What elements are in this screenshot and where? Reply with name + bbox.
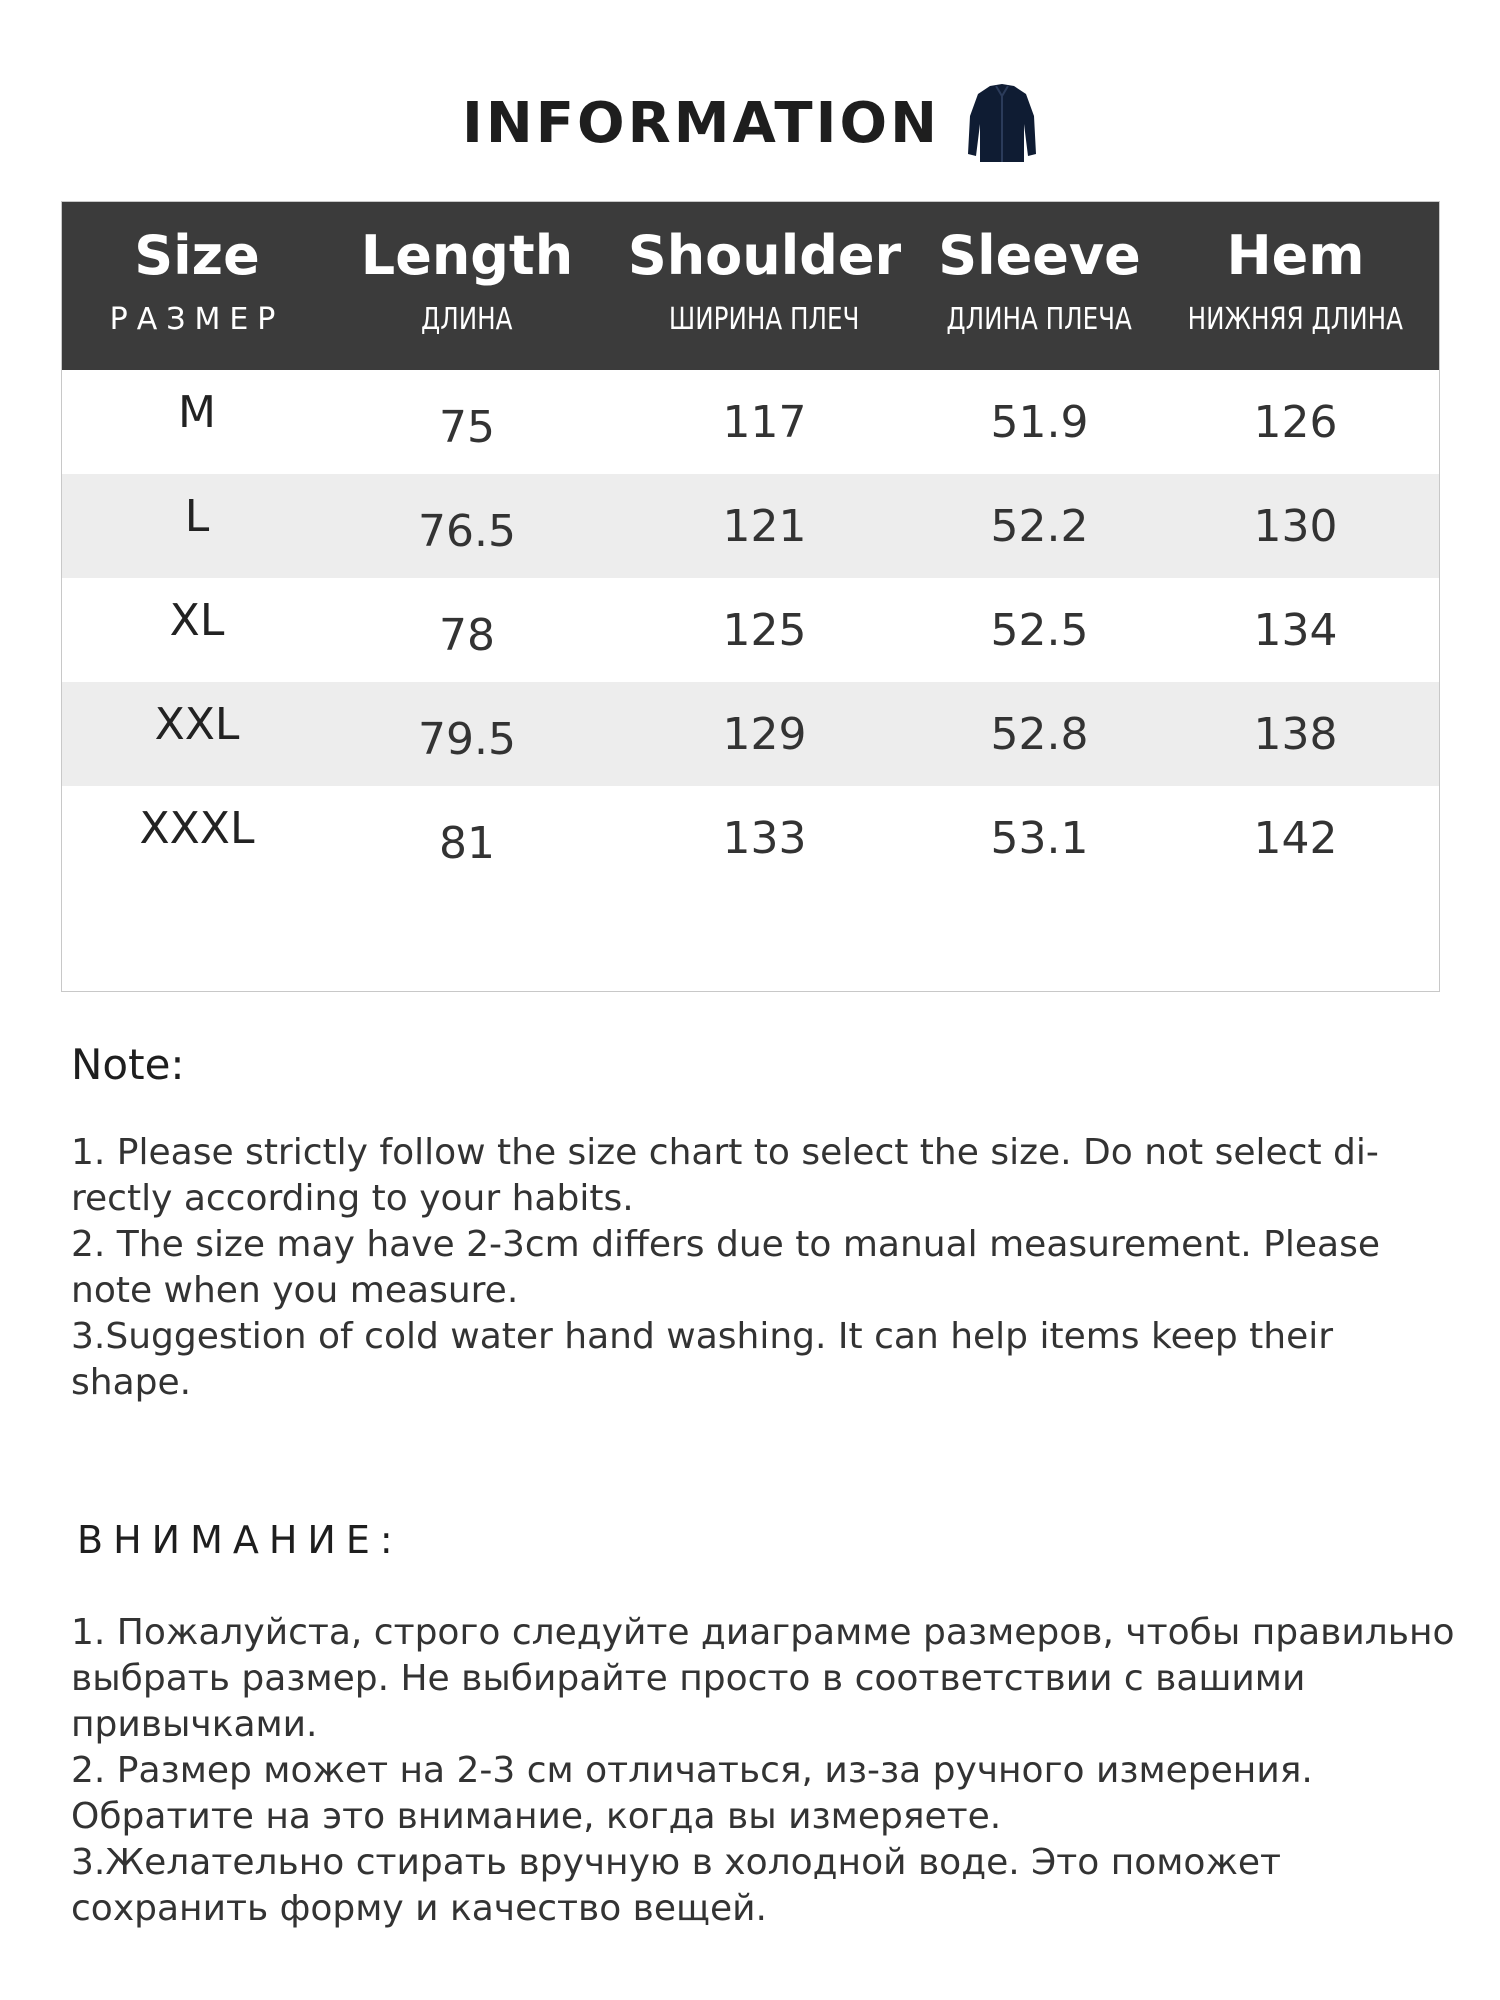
- column-header-length: [332, 202, 602, 370]
- table-cell-sleeve: 53.1: [990, 812, 1089, 864]
- table-cell-sleeve: 52.5: [990, 604, 1089, 656]
- table-row: [62, 474, 1439, 578]
- column-header-ru: НИЖНЯЯ ДЛИНА: [1187, 302, 1404, 337]
- table-cell-size: L: [184, 490, 210, 542]
- table-cell-shoulder: 121: [722, 500, 807, 552]
- column-header-en: Sleeve: [938, 224, 1141, 287]
- column-header-size: [62, 202, 332, 370]
- ru-note-line: Обратите на это внимание, когда вы измеряете.: [71, 1796, 1002, 1837]
- note-line: 2. The size may have 2-3cm differs due to manual measurement. Please: [71, 1224, 1380, 1265]
- column-header-ru: РАЗМЕР: [109, 302, 285, 337]
- table-cell-hem: 134: [1253, 604, 1338, 656]
- table-cell-shoulder: 117: [722, 396, 807, 448]
- table-cell-hem: 142: [1253, 812, 1338, 864]
- table-cell-hem: 138: [1253, 708, 1338, 760]
- note-line: shape.: [71, 1362, 192, 1403]
- table-cell-size: XXXL: [139, 802, 255, 854]
- table-cell-sleeve: 52.2: [990, 500, 1089, 552]
- table-row: [62, 786, 1439, 890]
- note-line: note when you measure.: [71, 1270, 519, 1311]
- column-header-ru: ШИРИНА ПЛЕЧ: [669, 302, 860, 337]
- table-cell-size: XXL: [154, 698, 240, 750]
- table-row: [62, 578, 1439, 682]
- note-text: [71, 1130, 1411, 1406]
- column-header-en: Size: [134, 224, 260, 287]
- ru-note-line: 3.Желательно стирать вручную в холодной воде. Это поможет: [71, 1842, 1281, 1883]
- table-cell-sleeve: 51.9: [990, 396, 1089, 448]
- table-cell-shoulder: 125: [722, 604, 807, 656]
- size-table: [61, 201, 1440, 992]
- note-line: 1. Please strictly follow the size chart to select the size. Do not select di-: [71, 1132, 1379, 1173]
- table-row: [62, 682, 1439, 786]
- ru-note-line: выбрать размер. Не выбирайте просто в соответствии с вашими: [71, 1658, 1306, 1699]
- column-header-en: Length: [360, 224, 574, 287]
- table-cell-shoulder: 133: [722, 812, 807, 864]
- ru-note-heading: ВНИМАНИЕ:: [77, 1518, 403, 1562]
- table-cell-length: 79.5: [418, 713, 516, 765]
- column-header-shoulder: [602, 202, 927, 370]
- table-row: [62, 370, 1439, 474]
- column-header-en: Shoulder: [627, 224, 902, 287]
- table-cell-length: 78: [439, 609, 495, 661]
- column-header-ru: ДЛИНА ПЛЕЧА: [946, 302, 1133, 337]
- column-header-sleeve: [927, 202, 1152, 370]
- table-header: [62, 202, 1439, 370]
- ru-note-text: [71, 1610, 1455, 1932]
- page-title: INFORMATION: [462, 90, 940, 156]
- note-line: rectly according to your habits.: [71, 1178, 634, 1219]
- column-header-ru: ДЛИНА: [421, 302, 513, 337]
- table-cell-hem: 126: [1253, 396, 1338, 448]
- table-cell-shoulder: 129: [722, 708, 807, 760]
- shirt-icon: [966, 82, 1038, 164]
- column-header-hem: [1152, 202, 1439, 370]
- ru-note-line: сохранить форму и качество вещей.: [71, 1888, 767, 1929]
- page-header: [0, 68, 1500, 178]
- note-heading: Note:: [71, 1040, 185, 1089]
- ru-note-line: 2. Размер может на 2-3 см отличаться, из-за ручного измерения.: [71, 1750, 1313, 1791]
- table-cell-size: M: [178, 386, 216, 438]
- note-line: 3.Suggestion of cold water hand washing. It can help items keep their: [71, 1316, 1334, 1357]
- ru-note-line: привычками.: [71, 1704, 318, 1745]
- table-cell-length: 81: [439, 817, 495, 869]
- table-cell-hem: 130: [1253, 500, 1338, 552]
- ru-note-line: 1. Пожалуйста, строго следуйте диаграмме размеров, чтобы правильно: [71, 1612, 1455, 1653]
- column-header-en: Hem: [1226, 224, 1365, 287]
- table-cell-size: XL: [169, 594, 225, 646]
- table-cell-length: 76.5: [418, 505, 516, 557]
- table-cell-length: 75: [439, 401, 495, 453]
- table-cell-sleeve: 52.8: [990, 708, 1089, 760]
